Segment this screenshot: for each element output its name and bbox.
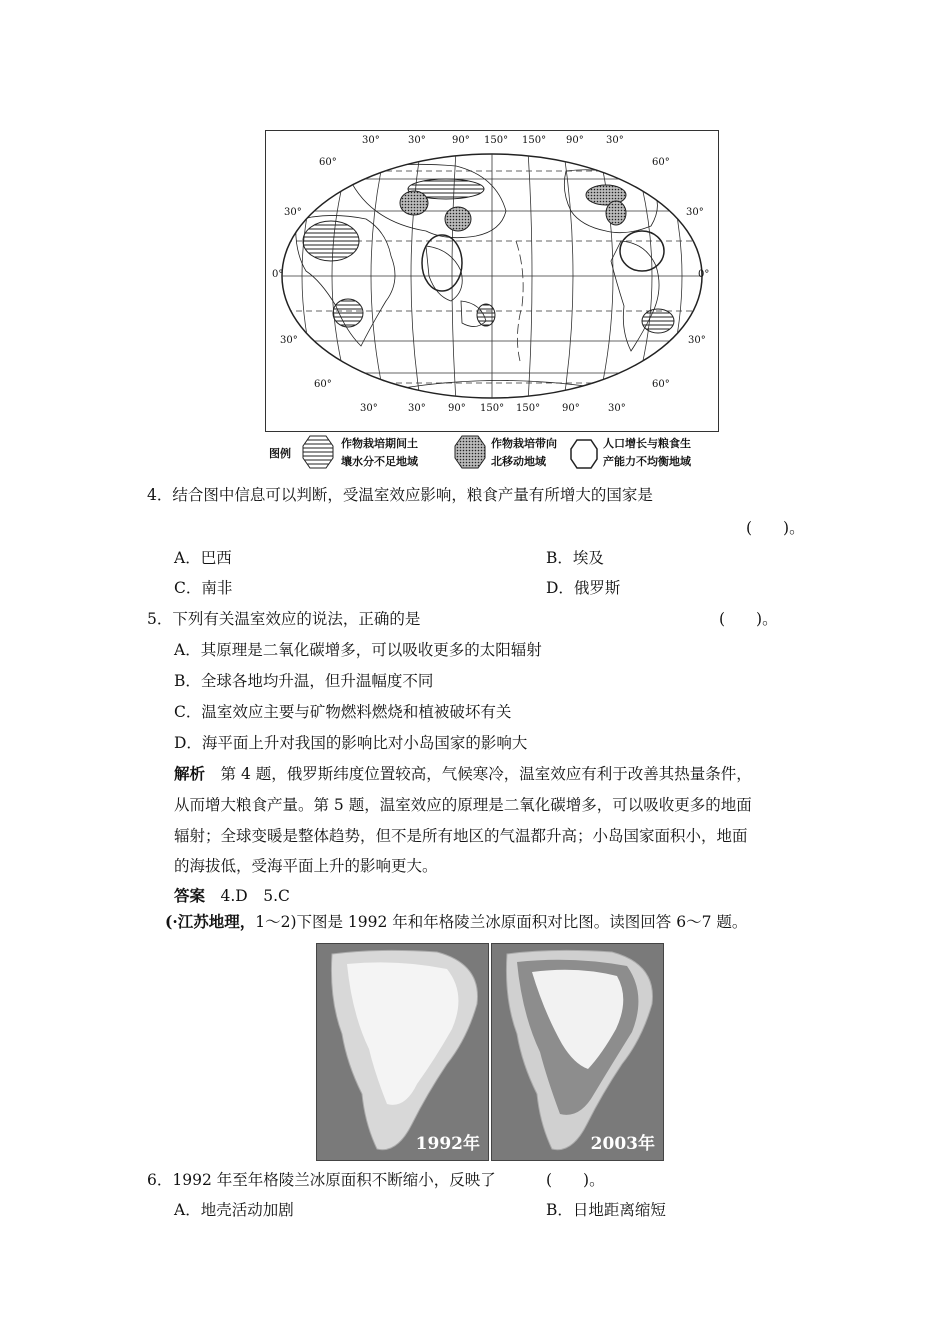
analysis-line4: 的海拔低，受海平面上升的影响更大。 (174, 857, 438, 875)
answer-label: 答案 (174, 886, 206, 905)
legend-item3-line2: 产能力不均衡地域 (603, 455, 691, 468)
left-lat-label: 60° (319, 157, 337, 168)
legend-item1-line1: 作物栽培期间土 (341, 437, 418, 450)
greenland-2003-graphic (492, 944, 663, 1160)
q5-option-c: C．温室效应主要与矿物燃料燃烧和植被破坏有关 (174, 703, 512, 721)
legend-item2-line1: 作物栽培带向 (491, 437, 557, 450)
left-lat-label: 30° (284, 207, 302, 218)
year-label-1992: 1992年 (415, 1134, 480, 1154)
hatched-region-icon (301, 434, 335, 470)
legend-title: 图例 (269, 447, 291, 460)
greenland-1992-graphic (317, 944, 488, 1160)
top-lon-label: 30° (408, 135, 426, 146)
bottom-lon-label: 30° (608, 403, 626, 414)
q4-option-d: D．俄罗斯 (546, 579, 621, 597)
q4-answer-bracket: ( )。 (746, 519, 805, 537)
right-lat-label: 60° (652, 157, 670, 168)
bottom-lon-label: 150° (480, 403, 505, 414)
world-map (265, 130, 719, 432)
legend-item1-line2: 壤水分不足地域 (341, 455, 418, 468)
q6-option-b: B．日地距离缩短 (546, 1201, 666, 1219)
greenland-1992-image (316, 943, 489, 1161)
analysis-text1: 第 4 题，俄罗斯纬度位置较高，气候寒冷，温室效应有利于改善其热量条件， (205, 765, 752, 783)
q5-stem: 5．下列有关温室效应的说法，正确的是 (147, 610, 421, 628)
top-lon-label: 30° (362, 135, 380, 146)
q5-option-d: D．海平面上升对我国的影响比对小岛国家的影响大 (174, 734, 528, 752)
q5-answer-bracket: ( )。 (719, 610, 778, 628)
bottom-lon-label: 30° (360, 403, 378, 414)
world-map-graphic (266, 131, 718, 431)
map-legend (265, 432, 717, 478)
bottom-lon-label: 150° (516, 403, 541, 414)
right-lat-label: 30° (688, 335, 706, 346)
greenland-2003-image (491, 943, 664, 1161)
top-lon-label: 150° (522, 135, 547, 146)
bottom-lon-label: 30° (408, 403, 426, 414)
analysis-line3: 辐射；全球变暖是整体趋势，但不是所有地区的气温都升高；小岛国家面积小，地面 (174, 827, 748, 845)
bottom-lon-label: 90° (448, 403, 466, 414)
q4-option-a: A．巴西 (174, 549, 232, 567)
q4-option-c: C．南非 (174, 579, 233, 597)
intro-line (165, 911, 747, 933)
top-lon-label: 90° (566, 135, 584, 146)
intro-text: 1～2)下图是 1992 年和年格陵兰冰原面积对比图。读图回答 6～7 题。 (255, 913, 748, 931)
intro-source: (·江苏地理， (165, 912, 256, 931)
left-lat-label: 30° (280, 335, 298, 346)
q5-option-a: A．其原理是二氧化碳增多，可以吸收更多的太阳辐射 (174, 641, 542, 659)
q4-option-b: B．埃及 (546, 549, 604, 567)
q6-option-a: A．地壳活动加剧 (174, 1201, 294, 1219)
legend-item3-line1: 人口增长与粮食生 (603, 437, 691, 450)
top-lon-label: 30° (606, 135, 624, 146)
top-lon-label: 150° (484, 135, 509, 146)
analysis-label: 解析 (174, 764, 206, 783)
q6-answer-bracket: ( )。 (546, 1171, 605, 1189)
left-lat-label: 0° (272, 269, 284, 280)
right-lat-label: 30° (686, 207, 704, 218)
top-lon-label: 90° (452, 135, 470, 146)
answer-text: 4.D 5.C (205, 887, 290, 905)
left-lat-label: 60° (314, 379, 332, 390)
outlined-region-icon (569, 438, 599, 470)
right-lat-label: 0° (698, 269, 710, 280)
answer-line (174, 885, 290, 907)
q5-option-b: B．全球各地均升温，但升温幅度不同 (174, 672, 434, 690)
legend-item2-line2: 北移动地域 (491, 455, 546, 468)
bottom-lon-label: 90° (562, 403, 580, 414)
q6-stem: 6．1992 年至年格陵兰冰原面积不断缩小，反映了 (147, 1171, 496, 1189)
dotted-region-icon (453, 434, 487, 470)
year-label-2003: 2003年 (590, 1134, 655, 1154)
analysis-line1 (174, 763, 752, 785)
right-lat-label: 60° (652, 379, 670, 390)
q4-stem: 4．结合图中信息可以判断，受温室效应影响，粮食产量有所增大的国家是 (147, 486, 653, 504)
analysis-line2: 从而增大粮食产量。第 5 题，温室效应的原理是二氧化碳增多，可以吸收更多的地面 (174, 796, 752, 814)
